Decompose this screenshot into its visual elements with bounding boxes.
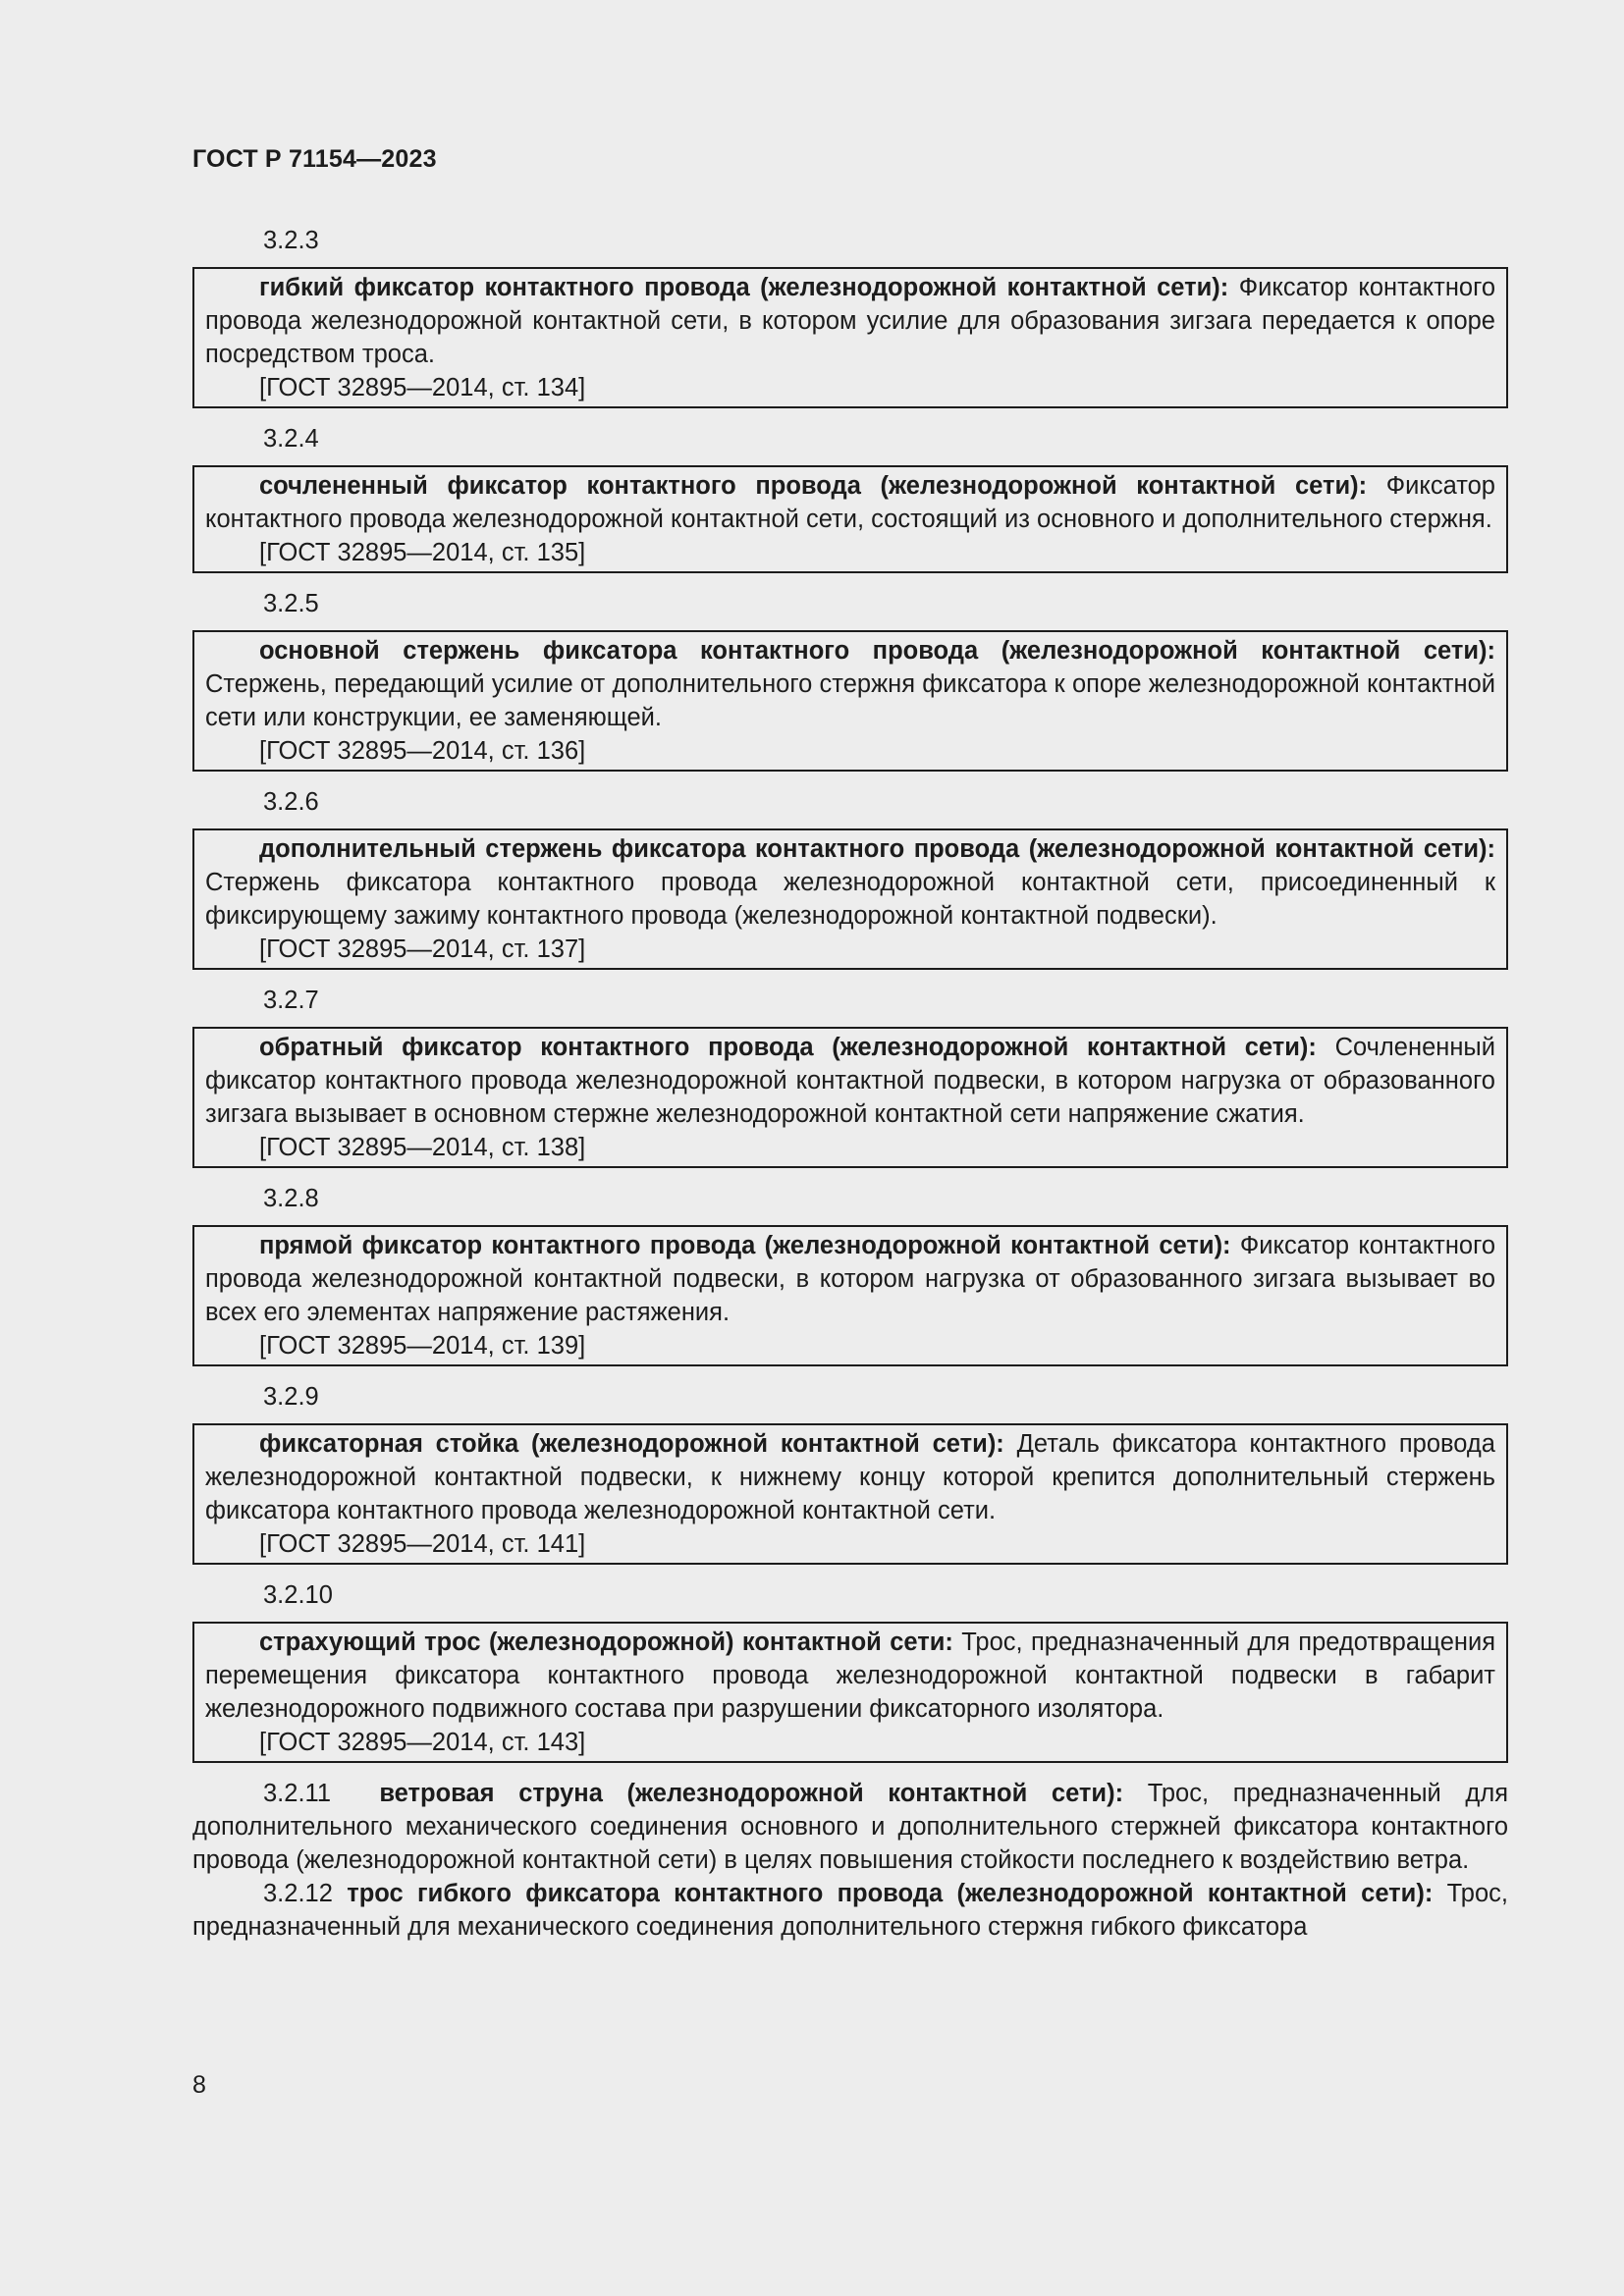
term-definition [205,1626,1495,1726]
term-definition [205,1031,1495,1131]
source-reference: [ГОСТ 32895—2014, ст. 139] [259,1332,586,1360]
definition-text: Стержень фиксатора контактного провода железнодорожной контактной сети, присоединенный к фиксирующему зажиму контактного провода (железнодорожной контактной подвески). [205,869,1495,930]
term-name: дополнительный стержень фиксатора контактного провода (железнодорожной контактной сети): [259,835,1495,863]
term-definition [205,832,1495,933]
term-definition [205,634,1495,734]
term-name: трос гибкого фиксатора контактного провода (железнодорожной контактной сети): [347,1880,1434,1907]
document-body [192,224,1508,1944]
source-reference: [ГОСТ 32895—2014, ст. 137] [259,935,586,963]
definition-text: Сочлененный фиксатор контактного провода железнодорожной контактной подвески, в котором нагрузка от образованного зигзага вызывает в основном стержне железнодорожной контактной сети напряжение сжатия. [205,1034,1495,1128]
clause-number: 3.2.9 [263,1383,319,1411]
term-definition [205,271,1495,371]
term-definition-plain [192,1777,1508,1877]
source-reference: [ГОСТ 32895—2014, ст. 136] [259,737,586,765]
term-entry-box [192,465,1508,573]
document-header: ГОСТ Р 71154—2023 [192,145,437,173]
term-name: ветровая струна (железнодорожной контактной сети): [379,1780,1124,1807]
definition-text: Трос, предназначенный для дополнительного механического соединения основного и дополнительного стержней фиксатора контактного провода (железнодорожной контактной сети) в целях повышения стойкости последнего к воздействию ветра. [192,1780,1509,1874]
term-entry-box [192,1027,1508,1168]
definition-text: Фиксатор контактного провода железнодорожной контактной сети, в котором усилие для образования зигзага передается к опоре посредством троса. [205,274,1496,368]
term-entry-box [192,1423,1508,1565]
source-reference: [ГОСТ 32895—2014, ст. 138] [259,1134,586,1161]
definition-text: Трос, предназначенный для предотвращения перемещения фиксатора контактного провода железнодорожной контактной подвески в габарит железнодорожного подвижного состава при разрушении фиксаторного изолятора. [205,1629,1496,1723]
clause-number: 3.2.5 [263,590,319,617]
source-reference: [ГОСТ 32895—2014, ст. 135] [259,539,586,566]
source-reference: [ГОСТ 32895—2014, ст. 141] [259,1530,586,1558]
clause-number: 3.2.3 [263,227,319,254]
definition-text: Стержень, передающий усилие от дополнительного стержня фиксатора к опоре железнодорожной контактной сети или конструкции, ее заменяющей. [205,670,1495,731]
definition-text: Деталь фиксатора контактного провода железнодорожной контактной подвески, к нижнему концу которой крепится дополнительный стержень фиксатора контактного провода железнодорожной контактной сети. [205,1430,1495,1524]
clause-number: 3.2.7 [263,987,319,1014]
term-name: гибкий фиксатор контактного провода (железнодорожной контактной сети): [259,274,1229,301]
term-definition [205,469,1495,536]
term-name: основной стержень фиксатора контактного провода (железнодорожной контактной сети): [259,637,1495,665]
term-name: сочлененный фиксатор контактного провода (железнодорожной контактной сети): [259,472,1368,500]
term-definition [205,1229,1495,1329]
source-reference: [ГОСТ 32895—2014, ст. 143] [259,1729,586,1756]
term-definition-plain [192,1877,1508,1944]
definition-text: Трос, предназначенный для механического соединения дополнительного стержня гибкого фиксатора [192,1880,1508,1941]
definition-text: Фиксатор контактного провода железнодорожной контактной сети, состоящий из основного и дополнительного стержня. [205,472,1495,533]
clause-number: 3.2.4 [263,425,319,453]
term-name: обратный фиксатор контактного провода (железнодорожной контактной сети): [259,1034,1317,1061]
term-name: прямой фиксатор контактного провода (железнодорожной контактной сети): [259,1232,1231,1259]
clause-number: 3.2.12 [263,1880,333,1907]
page-number: 8 [192,2071,206,2099]
term-name: фиксаторная стойка (железнодорожной контактной сети): [259,1430,1004,1458]
term-definition [205,1427,1495,1527]
term-entry-box [192,1622,1508,1763]
term-name: страхующий трос (железнодорожной) контактной сети: [259,1629,953,1656]
term-entry-box [192,1225,1508,1366]
clause-number: 3.2.6 [263,788,319,816]
clause-number: 3.2.10 [263,1581,333,1609]
clause-number: 3.2.11 [263,1780,332,1807]
term-entry-box [192,630,1508,772]
term-entry-box [192,267,1508,408]
source-reference: [ГОСТ 32895—2014, ст. 134] [259,374,586,401]
definition-text: Фиксатор контактного провода железнодорожной контактной подвески, в котором нагрузка от образованного зигзага вызывает во всех его элементах напряжение растяжения. [205,1232,1495,1326]
term-entry-box [192,828,1508,970]
clause-number: 3.2.8 [263,1185,319,1212]
